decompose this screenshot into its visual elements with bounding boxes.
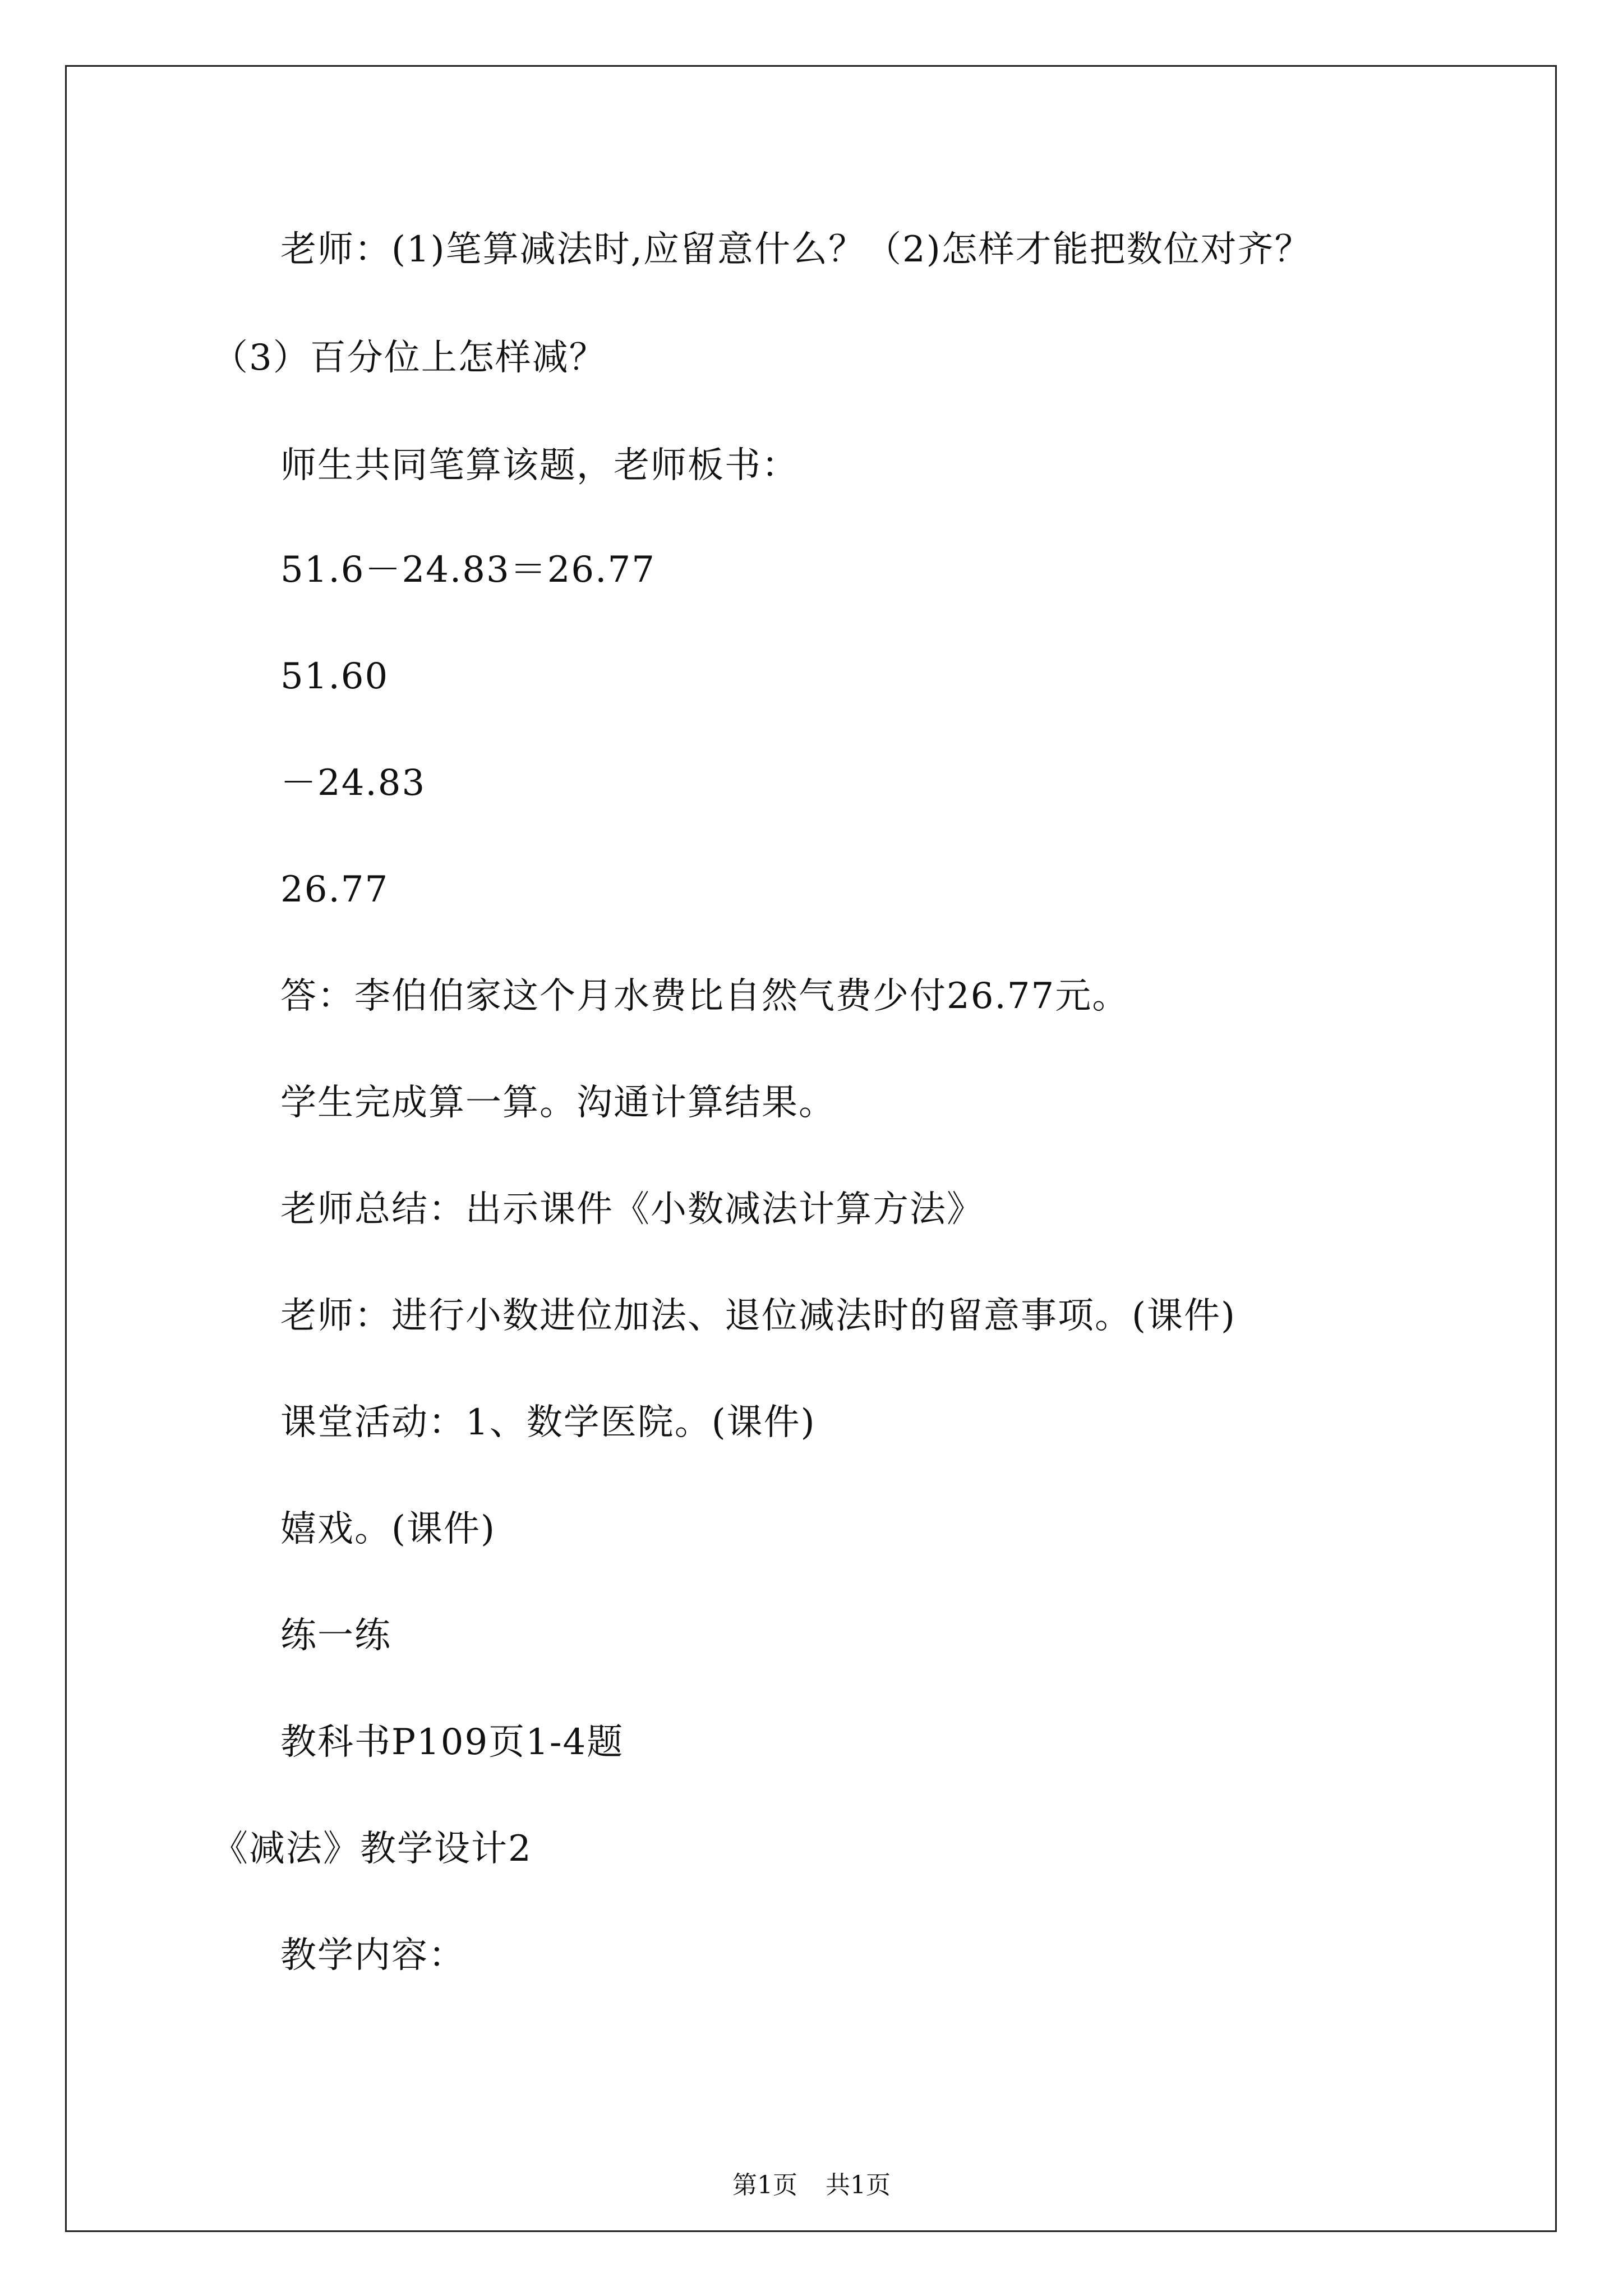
paragraph-line: 老师：(1)笔算减法时,应留意什么？（2)怎样才能把数位对齐？ [280,229,1312,270]
paragraph-line: 26.77 [280,869,389,910]
page-number: 第1页 [732,2171,797,2200]
paragraph-line: 教学内容： [280,1935,465,1976]
paragraph-line: 51.60 [280,656,389,697]
paragraph-line: （3）百分位上怎样减？ [212,337,606,379]
paragraph-line: 练一练 [280,1615,391,1657]
paragraph-line: 51.6－24.83＝26.77 [280,549,656,591]
paragraph-line: 师生共同笔算该题，老师板书： [280,445,799,486]
paragraph-line: 老师：进行小数进位加法、退位减法时的留意事项。(课件) [280,1295,1236,1337]
paragraph-line: 学生完成算一算。沟通计算结果。 [280,1082,836,1124]
paragraph-line: 嬉戏。(课件) [280,1508,496,1550]
page-total: 共1页 [826,2171,891,2200]
paragraph-line: 课堂活动：1、数学医院。(课件) [280,1402,816,1443]
section-heading: 《减法》教学设计2 [212,1828,532,1870]
paragraph-line: 教科书P109页1-4题 [280,1722,624,1763]
page-footer [0,2169,1623,2202]
paragraph-line: 答：李伯伯家这个月水费比自然气费少付26.77元。 [280,976,1129,1017]
paragraph-line: －24.83 [280,762,426,804]
paragraph-line: 老师总结：出示课件《小数减法计算方法》 [280,1189,984,1230]
page-border [65,65,1557,2232]
